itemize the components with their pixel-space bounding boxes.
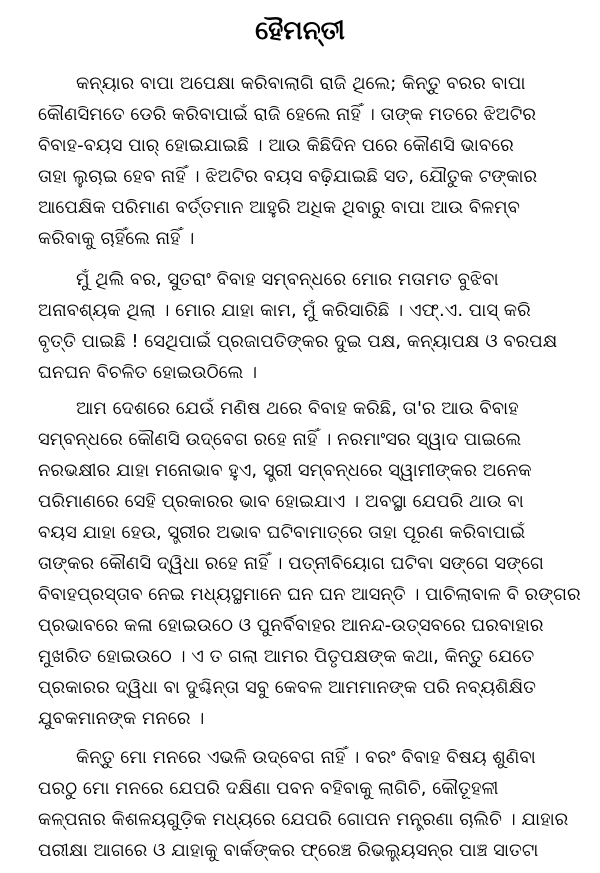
text-line: କୌଣସିମତେ ଡେରି କରିବାପାଇଁ ରାଜି ହେଲେ ନାହିଁ । ତାଙ୍କ ମତରେ ଝିଅଟିର [38,104,536,125]
paragraph-3 [0,393,600,734]
text-line: କନ୍ୟାର ବାପା ଅପେକ୍ଷା କରିବାଲାଗି ରାଜି ଥିଲେ; କିନ୍ତୁ ବରର ବାପା [76,73,526,94]
document-title: ହୈମନ୍ତୀ [255,16,345,46]
text-line: ଆମ ଦେଶରେ ଯେଉଁ ମଣିଷ ଥରେ ବିବାହ କରିଛି, ତା'ର ଆଉ ବିବାହ [76,398,519,419]
text-line: ସମ୍ବନ୍ଧରେ କୌଣସି ଉଦ୍‌ବେଗ ରହେ ନାହିଁ । ନରମାଂସର ସ୍ୱାଦ ପାଇଲେ [38,429,522,450]
text-line: ତାହା ଲୁଚାଇ ହେବ ନାହିଁ । ଝିଅଟିର ବୟସ ବଢ଼ିଯାଇଛି ସତ, ଯୌତୁକ ଟଙ୍କାର [38,166,538,187]
text-line: ପରିମାଣରେ ସେହି ପ୍ରକାରର ଭାବ ହୋଇଯାଏ । ଅବସ୍ଥା ଯେପରି ଥାଉ ବା [38,491,524,512]
text-line: ପ୍ରଭାବରେ କଳା ହୋଇଉଠେ ଓ ପୁନର୍ବିବାହର ଆନନ୍ଦ-ଉତ୍ସବରେ ଘରବାହାର [38,615,544,636]
paragraph-4 [0,742,600,866]
text-line: ମୁଁ ଥିଲି ବର, ସୁତରାଂ ବିବାହ ସମ୍ବନ୍ଧରେ ମୋର ମତାମତ ବୁଝିବା [76,269,499,290]
text-line: କରିବାକୁ ଚାହିଁଲେ ନାହିଁ । [38,228,195,249]
text-line: ଯୁବକମାନଙ୍କ ମନରେ । [38,708,205,729]
text-line: ଆପେକ୍ଷିକ ପରିମାଣ ବର୍ତ୍ତମାନ ଆହୁରି ଅଧିକ ଥିବାରୁ ବାପା ଆଉ ବିଳମ୍ବ [38,197,520,218]
paragraph-2 [0,264,600,388]
text-line: କିନ୍ତୁ ମୋ ମନରେ ଏଭଳି ଉଦ୍‌ବେଗ ନାହିଁ । ବରଂ ବିବାହ ବିଷୟ ଶୁଣିବା [76,747,536,768]
text-line: ବୟସ ଯାହା ହେଉ, ସ୍ତ୍ରୀର ଅଭାବ ଘଟିବାମାତ୍ରେ ତାହା ପୂରଣ କରିବାପାଇଁ [38,522,526,543]
text-line: ତାଙ୍କର କୌଣସି ଦ୍ୱିଧା ରହେ ନାହିଁ । ପତ୍ନୀବିୟୋଗ ଘଟିବା ସଙ୍ଗେ ସଙ୍ଗେ [38,553,544,574]
text-line: ପରୀକ୍ଷା ଆଗରେ ଓ ଯାହାକୁ ବାର୍କଙ୍କର ଫ୍ରେଞ୍ଚ ରିଭଲ୍ୟୁସନ୍‌ର ପାଞ୍ଚ ସାତଟା [38,840,539,861]
text-line: ଅନାବଶ୍ୟକ ଥିଲା । ମୋର ଯାହା କାମ, ମୁଁ କରିସାରିଛି । ଏଫ୍.ଏ. ପାସ୍ କରି [38,300,531,321]
text-line: ବିବାହପ୍ରସ୍ତାବ ନେଇ ମଧ୍ୟସ୍ଥମାନେ ଘନ ଘନ ଆସନ୍ତି । ପାଚିଲାବାଳ ବି ରଙ୍ଗର [38,584,581,605]
text-line: ବୃତ୍ତି ପାଇଛି ! ସେଥିପାଇଁ ପ୍ରଜାପତିଙ୍କର ଦୁଇ ପକ୍ଷ, କନ୍ୟାପକ୍ଷ ଓ ବରପକ୍ଷ [38,331,558,352]
text-line: ବିବାହ-ବୟସ ପାର୍ ହୋଇଯାଇଛି । ଆଉ କିଛିଦିନ ପରେ କୌଣସି ଭାବରେ [38,135,514,156]
text-line: ମୁଖରିତ ହୋଇଉଠେ । ଏ ତ ଗଲା ଆମର ପିତୃପକ୍ଷଙ୍କ କଥା, କିନ୍ତୁ ଯେତେ [38,646,535,667]
text-line: ପରଠୁ ମୋ ମନରେ ଯେପରି ଦକ୍ଷିଣା ପବନ ବହିବାକୁ ଲାଗିଚି, କୌତୂହଳୀ [38,778,499,799]
text-line: ଘନଘନ ବିଚଳିତ ହୋଇଉଠିଲେ । [38,362,258,383]
text-line: ନରଭକ୍ଷୀର ଯାହା ମନୋଭାବ ହୁଏ, ସ୍ତ୍ରୀ ସମ୍ବନ୍ଧରେ ସ୍ୱାମୀଙ୍କର ଅନେକ [38,460,532,481]
paragraph-1 [0,68,600,254]
text-line: କଳ୍ପନାର କିଶଳୟଗୁଡ଼ିକ ମଧ୍ୟରେ ଯେପରି ଗୋପନ ମନ୍ତ୍ରଣା ଚାଲିଚି । ଯାହାର [38,809,569,830]
text-line: ପ୍ରକାରର ଦ୍ୱିଧା ବା ଦୁଶ୍ଚିନ୍ତା ସବୁ କେବଳ ଆମମାନଙ୍କ ପରି ନବ୍ୟଶିକ୍ଷିତ [38,677,536,698]
